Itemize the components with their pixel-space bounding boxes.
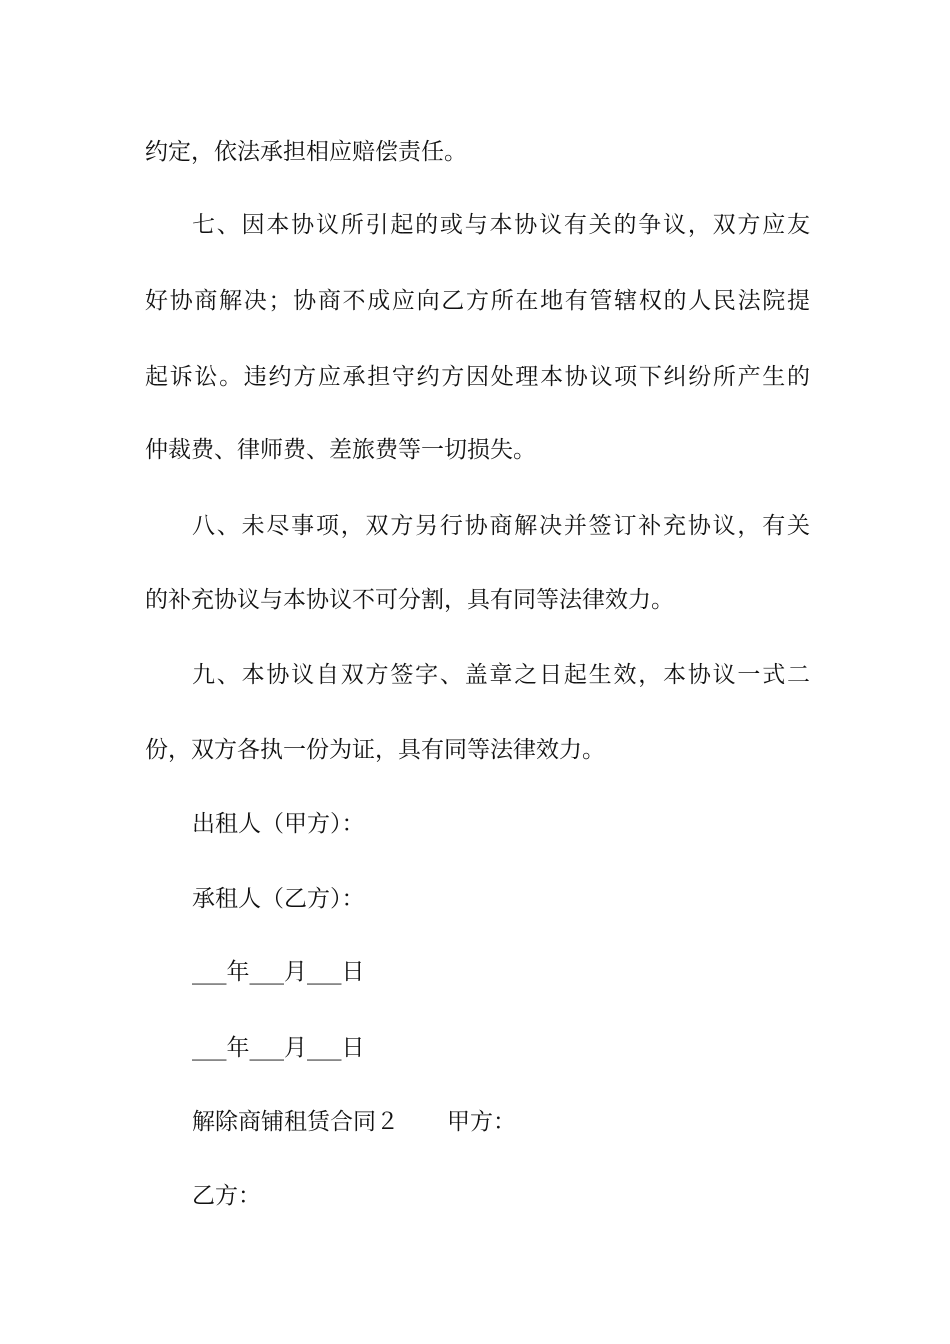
clause-eight-line-1: 八、未尽事项，双方另行协商解决并签订补充协议，有关: [192, 513, 810, 539]
clause-nine-line-2: 份，双方各执一份为证，具有同等法律效力。: [145, 737, 605, 763]
clause-seven-line-2: 好协商解决；协商不成应向乙方所在地有管辖权的人民法院提: [145, 288, 810, 314]
date-line-1: ___年___月___日: [192, 959, 365, 985]
clause-eight-line-2: 的补充协议与本协议不可分割，具有同等法律效力。: [145, 587, 674, 613]
date-line-2: ___年___月___日: [192, 1035, 365, 1061]
clause-seven-line-3: 起诉讼。违约方应承担守约方因处理本协议项下纠纷所产生的: [145, 364, 810, 390]
lessee-signature-label: 承租人（乙方）：: [192, 886, 365, 912]
paragraph-line-1: 约定，依法承担相应赔偿责任。: [145, 139, 467, 165]
clause-seven-line-4: 仲裁费、律师费、差旅费等一切损失。: [145, 437, 536, 463]
lessor-signature-label: 出租人（甲方）：: [192, 811, 365, 837]
party-b-label: 乙方：: [192, 1183, 261, 1209]
next-contract-title-line: [192, 1107, 810, 1137]
clause-seven-line-1: 七、因本协议所引起的或与本协议有关的争议，双方应友: [192, 212, 810, 238]
party-a-label: 甲方：: [447, 1109, 516, 1135]
next-contract-title: 解除商铺租赁合同２: [192, 1109, 399, 1135]
clause-nine-line-1: 九、本协议自双方签字、盖章之日起生效，本协议一式二: [192, 662, 810, 688]
